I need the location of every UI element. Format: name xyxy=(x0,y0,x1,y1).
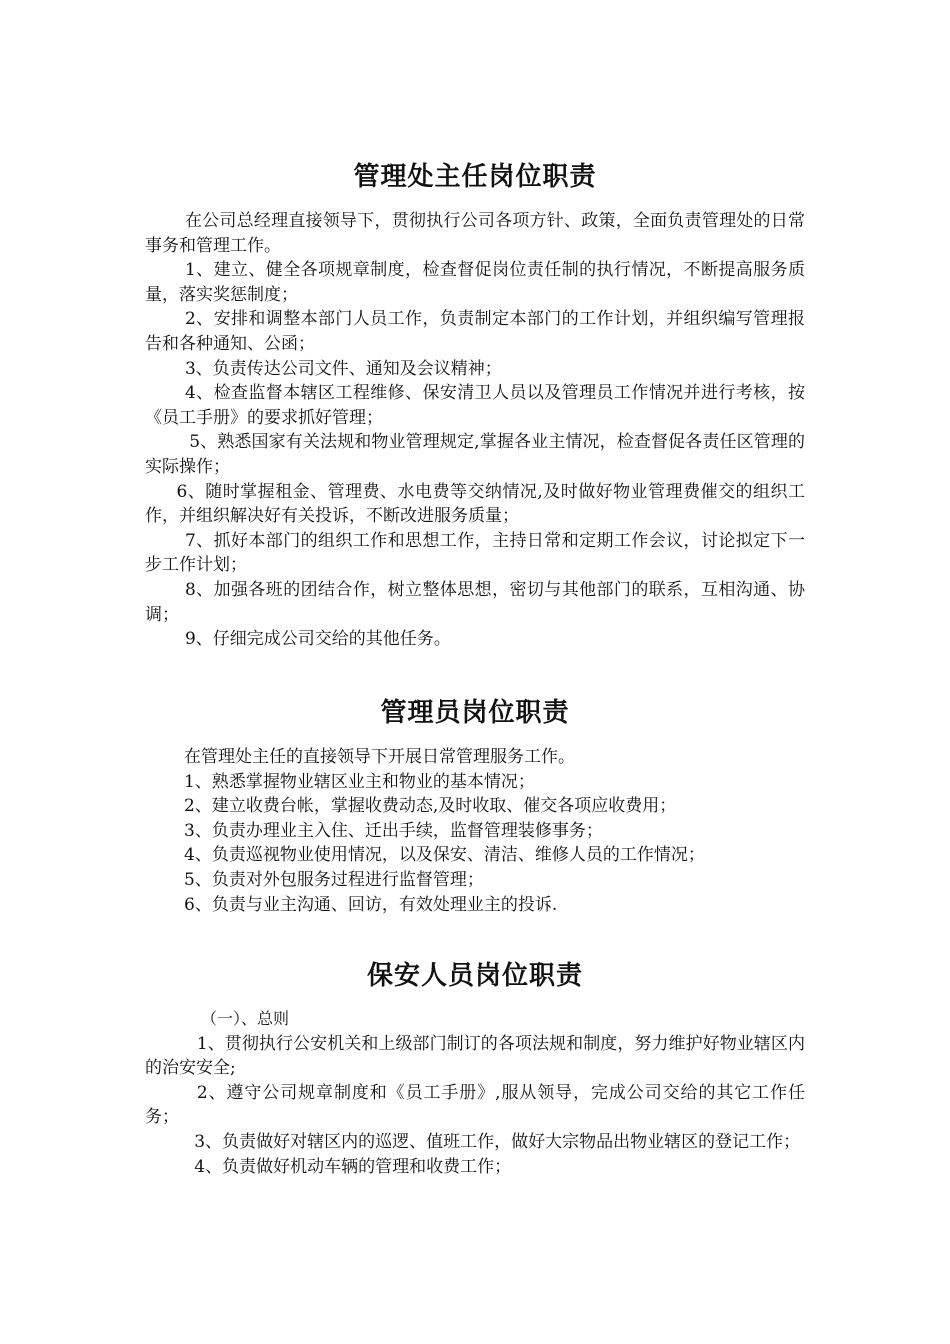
security-subheading: （一）、总则 xyxy=(201,1009,290,1028)
section-title-director: 管理处主任岗位职责 xyxy=(353,162,597,192)
section-title-manager: 管理员岗位职责 xyxy=(380,698,570,728)
director-duty-1: 1、建立、健全各项规章制度，检查督促岗位责任制的执行情况，不断提高服务质量，落实奖惩制度； xyxy=(145,260,805,305)
manager-duty-2: 2、建立收费台帐，掌握收费动态,及时收取、催交各项应收费用； xyxy=(184,796,677,817)
security-duty-3: 3、负责做好对辖区内的巡逻、值班工作，做好大宗物品出物业辖区的登记工作； xyxy=(194,1131,801,1152)
security-duty-4: 4、负责做好机动车辆的管理和收费工作； xyxy=(194,1156,512,1177)
manager-duty-6: 6、负责与业主沟通、回访，有效处理业主的投诉. xyxy=(184,894,558,915)
director-duty-2: 2、安排和调整本部门人员工作，负责制定本部门的工作计划，并组织编写管理报告和各种通知、公函； xyxy=(145,309,805,354)
director-duty-6: 6、随时掌握租金、管理费、水电费等交纳情况,及时做好物业管理费催交的组织工作，并组织解决好有关投诉，不断改进服务质量； xyxy=(145,481,805,527)
manager-duties xyxy=(145,745,805,917)
manager-intro: 在管理处主任的直接领导下开展日常管理服务工作。 xyxy=(184,747,575,767)
section-title-security: 保安人员岗位职责 xyxy=(366,961,583,991)
director-duty-3: 3、负责传达公司文件、通知及会议精神； xyxy=(184,358,502,379)
manager-duty-5: 5、负责对外包服务过程进行监督管理； xyxy=(184,869,484,890)
security-duties xyxy=(145,1007,805,1179)
director-duty-7: 7、抓好本部门的组织工作和思想工作，主持日常和定期工作会议，讨论拟定下一步工作计划； xyxy=(145,530,805,576)
manager-duty-4: 4、负责巡视物业使用情况，以及保安、清洁、维修人员的工作情况； xyxy=(184,845,705,866)
director-intro: 在公司总经理直接领导下，贯彻执行公司各项方针、政策，全面负责管理处的日常事务和管理工作。 xyxy=(145,211,805,256)
director-duty-8: 8、加强各班的团结合作，树立整体思想，密切与其他部门的联系，互相沟通、协调； xyxy=(145,579,805,625)
security-duty-2: 2、遵守公司规章制度和《员工手册》,服从领导，完成公司交给的其它工作任务； xyxy=(145,1082,805,1128)
director-duty-9: 9、仔细完成公司交给的其他任务。 xyxy=(184,629,451,650)
director-duties xyxy=(145,209,805,652)
manager-duty-1: 1、熟悉掌握物业辖区业主和物业的基本情况； xyxy=(184,771,535,792)
security-duty-1: 1、贯彻执行公安机关和上级部门制订的各项法规和制度，努力维护好物业辖区内的治安安全; xyxy=(145,1033,805,1079)
manager-duty-3: 3、负责办理业主入住、迁出手续，监督管理装修事务； xyxy=(184,820,603,841)
director-duty-4: 4、检查监督本辖区工程维修、保安清卫人员以及管理员工作情况并进行考核，按《员工手册》的要求抓好管理； xyxy=(145,383,805,428)
director-duty-5: 5、熟悉国家有关法规和物业管理规定,掌握各业主情况，检查督促各责任区管理的实际操作； xyxy=(145,432,805,477)
